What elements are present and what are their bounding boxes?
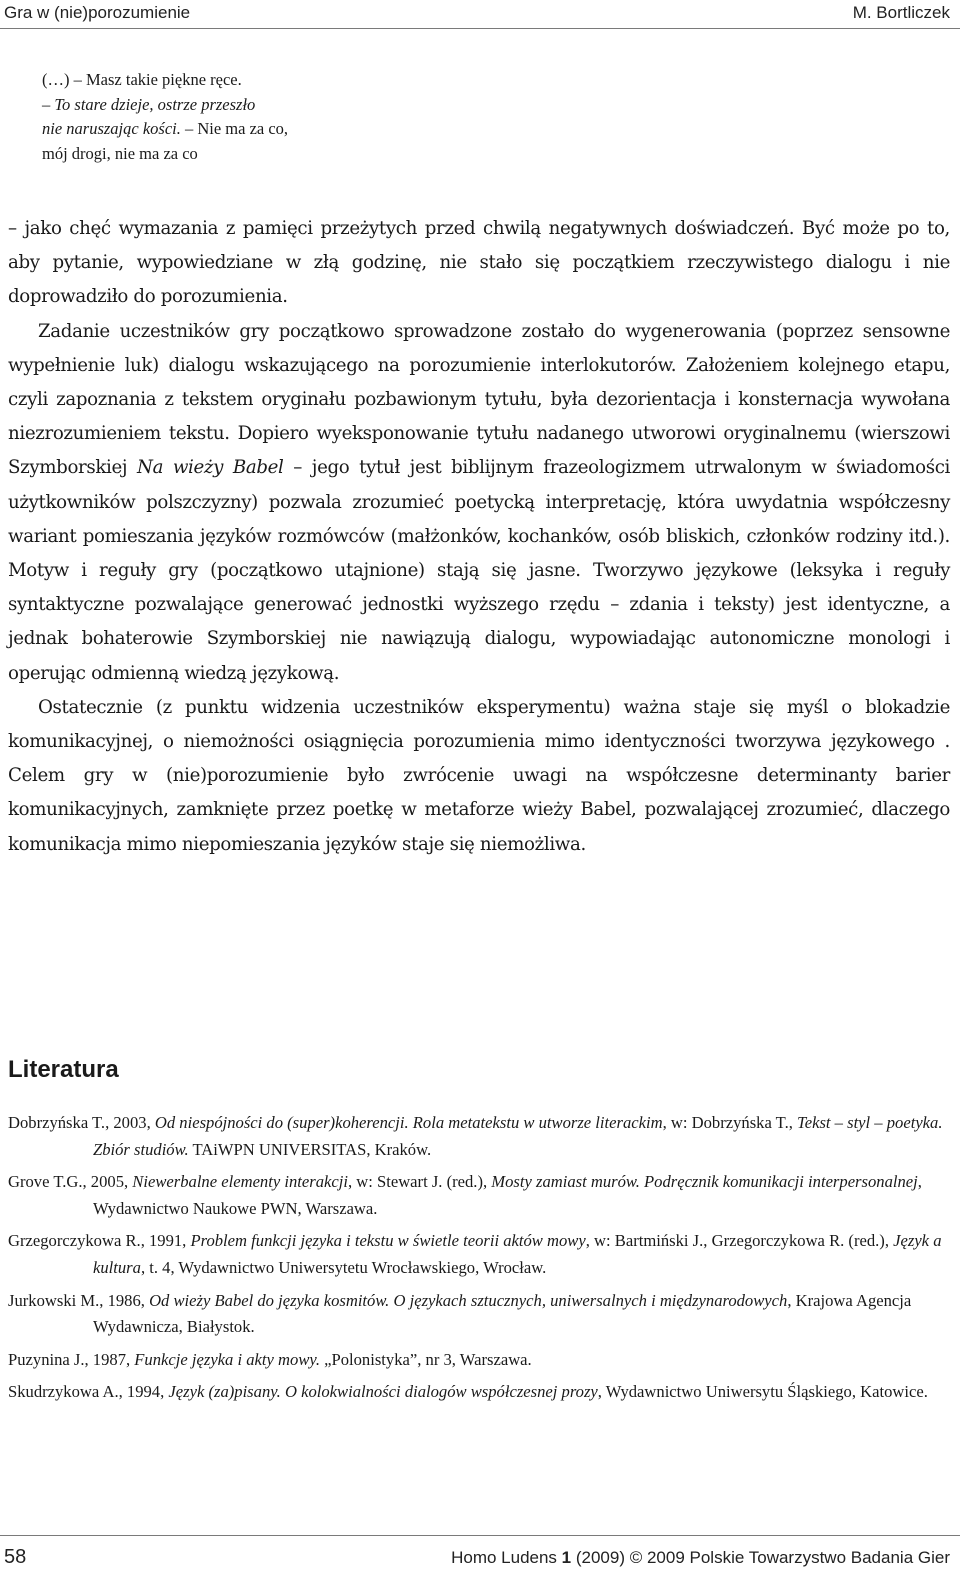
poem-line-italic: – To stare dzieje, ostrze przeszło <box>42 94 256 114</box>
ref-title: Funkcje języka i akty mowy. <box>134 1349 320 1369</box>
poem-quote <box>42 68 462 166</box>
section-heading: Literatura <box>8 1056 119 1083</box>
reference-entry <box>8 1169 946 1222</box>
poem-line: (…) – Masz takie piękne ręce. <box>42 70 242 89</box>
reference-entry <box>8 1288 946 1341</box>
reference-entry <box>8 1379 946 1406</box>
ref-title: Tekst – styl – poetyka. Zbiór studiów. <box>93 1113 943 1159</box>
running-header <box>0 0 960 29</box>
ref-publisher: , Wydawnictwo Naukowe PWN, Warszawa. <box>93 1172 922 1218</box>
ref-author: Grove T.G., 2005, <box>8 1172 133 1192</box>
ref-title: Od niespójności do (super)koherencji. Rola metatekstu w utworze literackim <box>154 1113 663 1132</box>
paragraph-2 <box>8 315 950 691</box>
ref-author: Skudrzykowa A., 1994, <box>8 1382 169 1402</box>
ref-title: Problem funkcji języka i tekstu w świetle teorii aktów mowy <box>190 1231 586 1251</box>
ref-author: Grzegorczykowa R., 1991, <box>8 1231 191 1251</box>
paragraph-2-part: – jego tytuł jest biblijnym frazeologizmem utrwalonym w świadomości użytkowników polszczyzny) pozwala zrozumieć poetycką interpretację, która uwydatnia współczesny wariant pomieszania języków rozmówców (małżonków, kochanków, osób bliskich, członków rodziny itd.). Motyw i reguły gry (początkowo utajnione) stają się jasne. Tworzywo językowe (leksyka i reguły syntaktyczne pozwalające generować jednostki wyższego rzędu – zdania i teksty) jest identyczne, a jednak bohaterowie Szymborskiej nie nawiązują dialogu, wypowiadając autonomiczne monologi i operując odmienną wiedzą językową. <box>8 457 951 684</box>
poem-line-italic: nie naruszając kości. <box>42 119 181 138</box>
reference-entry <box>8 1110 946 1163</box>
ref-details: , w: Dobrzyńska T., <box>662 1113 798 1132</box>
ref-publisher: , Krajowa Agencja Wydawnicza, Białystok. <box>93 1290 912 1337</box>
ref-author: Dobrzyńska T., 2003, <box>8 1113 155 1132</box>
body-text <box>8 212 950 862</box>
poem-line: mój drogi, nie ma za co <box>42 143 198 163</box>
bibliography <box>8 1110 946 1412</box>
paragraph-2-part: Zadanie uczestników gry początkowo sprowadzone zostało do wygenerowania (poprzez sensowne wypełnienie luk) dialogu wskazującego na porozumienie interlokutorów. Założeniem kolejnego etapu, czyli zapoznania z tekstem oryginału pozbawionym tytułu, była dezorientacja i konsternacja wywołana niezrozumieniem tekstu. Dopiero wyeksponowanie tytułu nadanego utworowi oryginalnemu (wierszowi Szymborskiej <box>8 320 950 479</box>
ref-title: Język a kultura <box>93 1231 942 1277</box>
poem-title: Na wieży Babel <box>137 457 284 479</box>
reference-entry <box>8 1347 946 1374</box>
ref-publisher: „Polonistyka”, nr 3, Warszawa. <box>319 1349 532 1369</box>
poem-line <box>42 117 462 142</box>
ref-publisher: TAiWPN UNIVERSITAS, Kraków. <box>188 1139 432 1159</box>
ref-title: Od wieży Babel do języka kosmitów. O językach sztucznych, uniwersalnych i międzynarodowych <box>149 1290 788 1310</box>
ref-title: Język (za)pisany. O kolokwialności dialogów współczesnej prozy <box>168 1382 598 1402</box>
page-number: 58 <box>4 1546 27 1568</box>
journal-copyright: (2009) © 2009 Polskie Towarzystwo Badania Gier <box>571 1548 950 1567</box>
ref-title: Mosty zamiast murów. Podręcznik komunikacji interpersonalnej <box>491 1172 918 1192</box>
ref-publisher: , t. 4, Wydawnictwo Uniwersytetu Wrocławskiego, Wrocław. <box>140 1257 547 1277</box>
running-title: Gra w (nie)porozumienie <box>4 3 191 22</box>
paragraph-1: – jako chęć wymazania z pamięci przeżytych przed chwilą negatywnych doświadczeń. Być może po to, aby pytanie, wypowiedziane w złą godzinę, nie stało się początkiem rzeczywistego dialogu i nie doprowadziło do porozumienia. <box>8 218 950 308</box>
author-name: M. Bortliczek <box>852 3 950 22</box>
ref-details: , w: Bartmiński J., Grzegorczykowa R. (red.), <box>585 1231 894 1251</box>
journal-info <box>451 1548 950 1568</box>
reference-entry <box>8 1228 946 1281</box>
poem-line-rest: – Nie ma za co, <box>180 119 289 138</box>
paragraph-3: Ostatecznie (z punktu widzenia uczestników eksperymentu) ważna staje się myśl o blokadzie komunikacyjnej, o niemożności osiągnięcia porozumienia mimo identyczności tworzywa językowego . Celem gry w (nie)porozumienie było zwrócenie uwagi na współczesne determinanty barier komunikacyjnych, zamknięte przez poetkę w metaforze wieży Babel, pozwalającej zrozumieć, dlaczego komunikacja mimo niepomieszania języków staje się niemożliwa. <box>8 696 950 855</box>
page-footer <box>0 1535 960 1591</box>
journal-name: Homo Ludens <box>451 1548 562 1567</box>
ref-author: Puzynina J., 1987, <box>8 1349 135 1369</box>
ref-details: , w: Stewart J. (red.), <box>347 1172 492 1192</box>
journal-issue: 1 <box>561 1548 572 1567</box>
ref-publisher: , Wydawnictwo Uniwersytu Śląskiego, Katowice. <box>597 1382 928 1402</box>
ref-title: Niewerbalne elementy interakcji <box>132 1172 348 1192</box>
ref-author: Jurkowski M., 1986, <box>8 1290 150 1310</box>
poem-line <box>42 93 462 118</box>
